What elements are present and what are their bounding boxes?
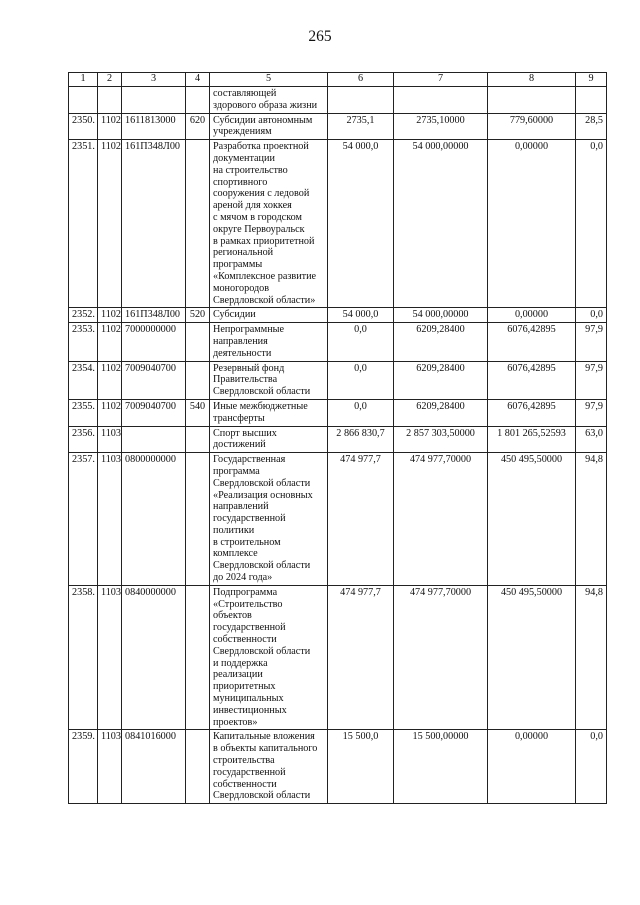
row-number-cell: 2353. (69, 323, 98, 361)
executed-amount-cell: 1 801 265,52593 (488, 426, 576, 453)
section-code-cell: 1103 (98, 426, 122, 453)
execution-percent-cell: 63,0 (576, 426, 607, 453)
section-code-cell: 1103 (98, 730, 122, 804)
section-code-cell: 1102 (98, 399, 122, 426)
section-code-cell: 1103 (98, 585, 122, 730)
revised-amount-cell: 54 000,00000 (394, 140, 488, 308)
column-header: 5 (210, 73, 328, 87)
approved-amount-cell (328, 87, 394, 114)
revised-amount-cell: 6209,28400 (394, 323, 488, 361)
executed-amount-cell: 0,00000 (488, 140, 576, 308)
row-number-cell: 2355. (69, 399, 98, 426)
revised-amount-cell: 6209,28400 (394, 399, 488, 426)
approved-amount-cell: 54 000,0 (328, 140, 394, 308)
executed-amount-cell: 450 495,50000 (488, 585, 576, 730)
item-name-text: Субсидии (213, 309, 256, 321)
approved-amount-cell: 2 866 830,7 (328, 426, 394, 453)
row-number-cell: 2357. (69, 453, 98, 586)
expense-type-cell: 520 (186, 308, 210, 323)
executed-amount-cell: 0,00000 (488, 730, 576, 804)
section-code-cell: 1103 (98, 453, 122, 586)
section-code-cell: 1102 (98, 308, 122, 323)
revised-amount-cell: 15 500,00000 (394, 730, 488, 804)
revised-amount-cell: 474 977,70000 (394, 585, 488, 730)
approved-amount-cell: 0,0 (328, 399, 394, 426)
row-number-cell: 2359. (69, 730, 98, 804)
column-header: 7 (394, 73, 488, 87)
row-number-cell (69, 87, 98, 114)
item-name-text: Спорт высших достижений (213, 427, 277, 451)
revised-amount-cell: 6209,28400 (394, 361, 488, 399)
table-row (69, 585, 607, 730)
approved-amount-cell: 54 000,0 (328, 308, 394, 323)
revised-amount-cell: 54 000,00000 (394, 308, 488, 323)
executed-amount-cell: 779,60000 (488, 113, 576, 140)
section-code-cell: 1102 (98, 140, 122, 308)
item-name-cell (210, 323, 328, 361)
execution-percent-cell: 94,8 (576, 585, 607, 730)
row-number-cell: 2352. (69, 308, 98, 323)
execution-percent-cell: 0,0 (576, 730, 607, 804)
item-name-text: Государственная программа Свердловской области «Реализация основных направлений государственной политики в строительном комплексе Свердловской области до 2024 года» (213, 454, 313, 584)
approved-amount-cell: 0,0 (328, 323, 394, 361)
expense-type-cell (186, 140, 210, 308)
expense-type-cell (186, 426, 210, 453)
execution-percent-cell: 97,9 (576, 361, 607, 399)
row-number-cell: 2350. (69, 113, 98, 140)
expense-type-cell (186, 87, 210, 114)
execution-percent-cell: 97,9 (576, 399, 607, 426)
row-number-cell: 2351. (69, 140, 98, 308)
approved-amount-cell: 2735,1 (328, 113, 394, 140)
expense-type-cell (186, 730, 210, 804)
item-name-text: Разработка проектной документации на строительство спортивного сооружения с ледовой ареной для хоккея с мячом в городском округе Первоуральск в рамках приоритетной региональной программы «Комплексное развитие моногородов Свердловской области» (213, 141, 317, 306)
target-article-cell: 161П348Л00 (122, 140, 186, 308)
item-name-cell (210, 140, 328, 308)
approved-amount-cell: 474 977,7 (328, 585, 394, 730)
execution-percent-cell (576, 87, 607, 114)
target-article-cell: 0840000000 (122, 585, 186, 730)
execution-percent-cell: 0,0 (576, 140, 607, 308)
column-header: 3 (122, 73, 186, 87)
executed-amount-cell: 0,00000 (488, 308, 576, 323)
item-name-text: Субсидии автономным учреждениям (213, 114, 313, 138)
table-row (69, 399, 607, 426)
item-name-text: Непрограммные направления деятельности (213, 324, 285, 359)
executed-amount-cell: 450 495,50000 (488, 453, 576, 586)
section-code-cell: 1102 (98, 361, 122, 399)
column-header: 9 (576, 73, 607, 87)
item-name-text: Иные межбюджетные трансферты (213, 400, 308, 424)
revised-amount-cell: 2735,10000 (394, 113, 488, 140)
section-code-cell: 1102 (98, 113, 122, 140)
item-name-cell (210, 308, 328, 323)
executed-amount-cell: 6076,42895 (488, 323, 576, 361)
table-row (69, 361, 607, 399)
target-article-cell (122, 426, 186, 453)
approved-amount-cell: 474 977,7 (328, 453, 394, 586)
column-header: 6 (328, 73, 394, 87)
column-header: 2 (98, 73, 122, 87)
item-name-cell (210, 87, 328, 114)
table-row (69, 113, 607, 140)
execution-percent-cell: 28,5 (576, 113, 607, 140)
executed-amount-cell (488, 87, 576, 114)
row-number-cell: 2356. (69, 426, 98, 453)
approved-amount-cell: 0,0 (328, 361, 394, 399)
target-article-cell: 1611813000 (122, 113, 186, 140)
expense-type-cell: 620 (186, 113, 210, 140)
executed-amount-cell: 6076,42895 (488, 399, 576, 426)
section-code-cell: 1102 (98, 323, 122, 361)
item-name-cell (210, 399, 328, 426)
item-name-text: Резервный фонд Правительства Свердловской области (213, 362, 311, 398)
target-article-cell: 0800000000 (122, 453, 186, 586)
page-number: 265 (308, 28, 332, 45)
target-article-cell: 7009040700 (122, 361, 186, 399)
section-code-cell (98, 87, 122, 114)
table-row (69, 730, 607, 804)
table-row (69, 426, 607, 453)
item-name-cell (210, 113, 328, 140)
execution-percent-cell: 94,8 (576, 453, 607, 586)
expense-type-cell (186, 585, 210, 730)
table-row (69, 323, 607, 361)
target-article-cell: 0841016000 (122, 730, 186, 804)
revised-amount-cell (394, 87, 488, 114)
item-name-cell (210, 426, 328, 453)
item-name-cell (210, 585, 328, 730)
item-name-text: Подпрограмма «Строительство объектов государственной собственности Свердловской области и поддержка реализации приоритетных муниципальных инвестиционных проектов» (213, 586, 311, 728)
target-article-cell: 7009040700 (122, 399, 186, 426)
approved-amount-cell: 15 500,0 (328, 730, 394, 804)
expense-type-cell (186, 323, 210, 361)
item-name-cell (210, 453, 328, 586)
budget-table (68, 72, 607, 804)
item-name-cell (210, 361, 328, 399)
table-row (69, 140, 607, 308)
revised-amount-cell: 2 857 303,50000 (394, 426, 488, 453)
item-name-text: составляющей здорового образа жизни (213, 88, 318, 111)
expense-type-cell (186, 361, 210, 399)
column-header: 1 (69, 73, 98, 87)
column-header: 4 (186, 73, 210, 87)
execution-percent-cell: 97,9 (576, 323, 607, 361)
row-number-cell: 2354. (69, 361, 98, 399)
expense-type-cell (186, 453, 210, 586)
item-name-cell (210, 730, 328, 804)
header-row (69, 73, 607, 87)
expense-type-cell: 540 (186, 399, 210, 426)
row-number-cell: 2358. (69, 585, 98, 730)
table-row (69, 453, 607, 586)
table-row (69, 87, 607, 114)
target-article-cell: 161П348Л00 (122, 308, 186, 323)
item-name-text: Капитальные вложения в объекты капитального строительства государственной собственности Свердловской области (213, 731, 318, 802)
column-header: 8 (488, 73, 576, 87)
target-article-cell: 7000000000 (122, 323, 186, 361)
revised-amount-cell: 474 977,70000 (394, 453, 488, 586)
target-article-cell (122, 87, 186, 114)
execution-percent-cell: 0,0 (576, 308, 607, 323)
table-row (69, 308, 607, 323)
executed-amount-cell: 6076,42895 (488, 361, 576, 399)
